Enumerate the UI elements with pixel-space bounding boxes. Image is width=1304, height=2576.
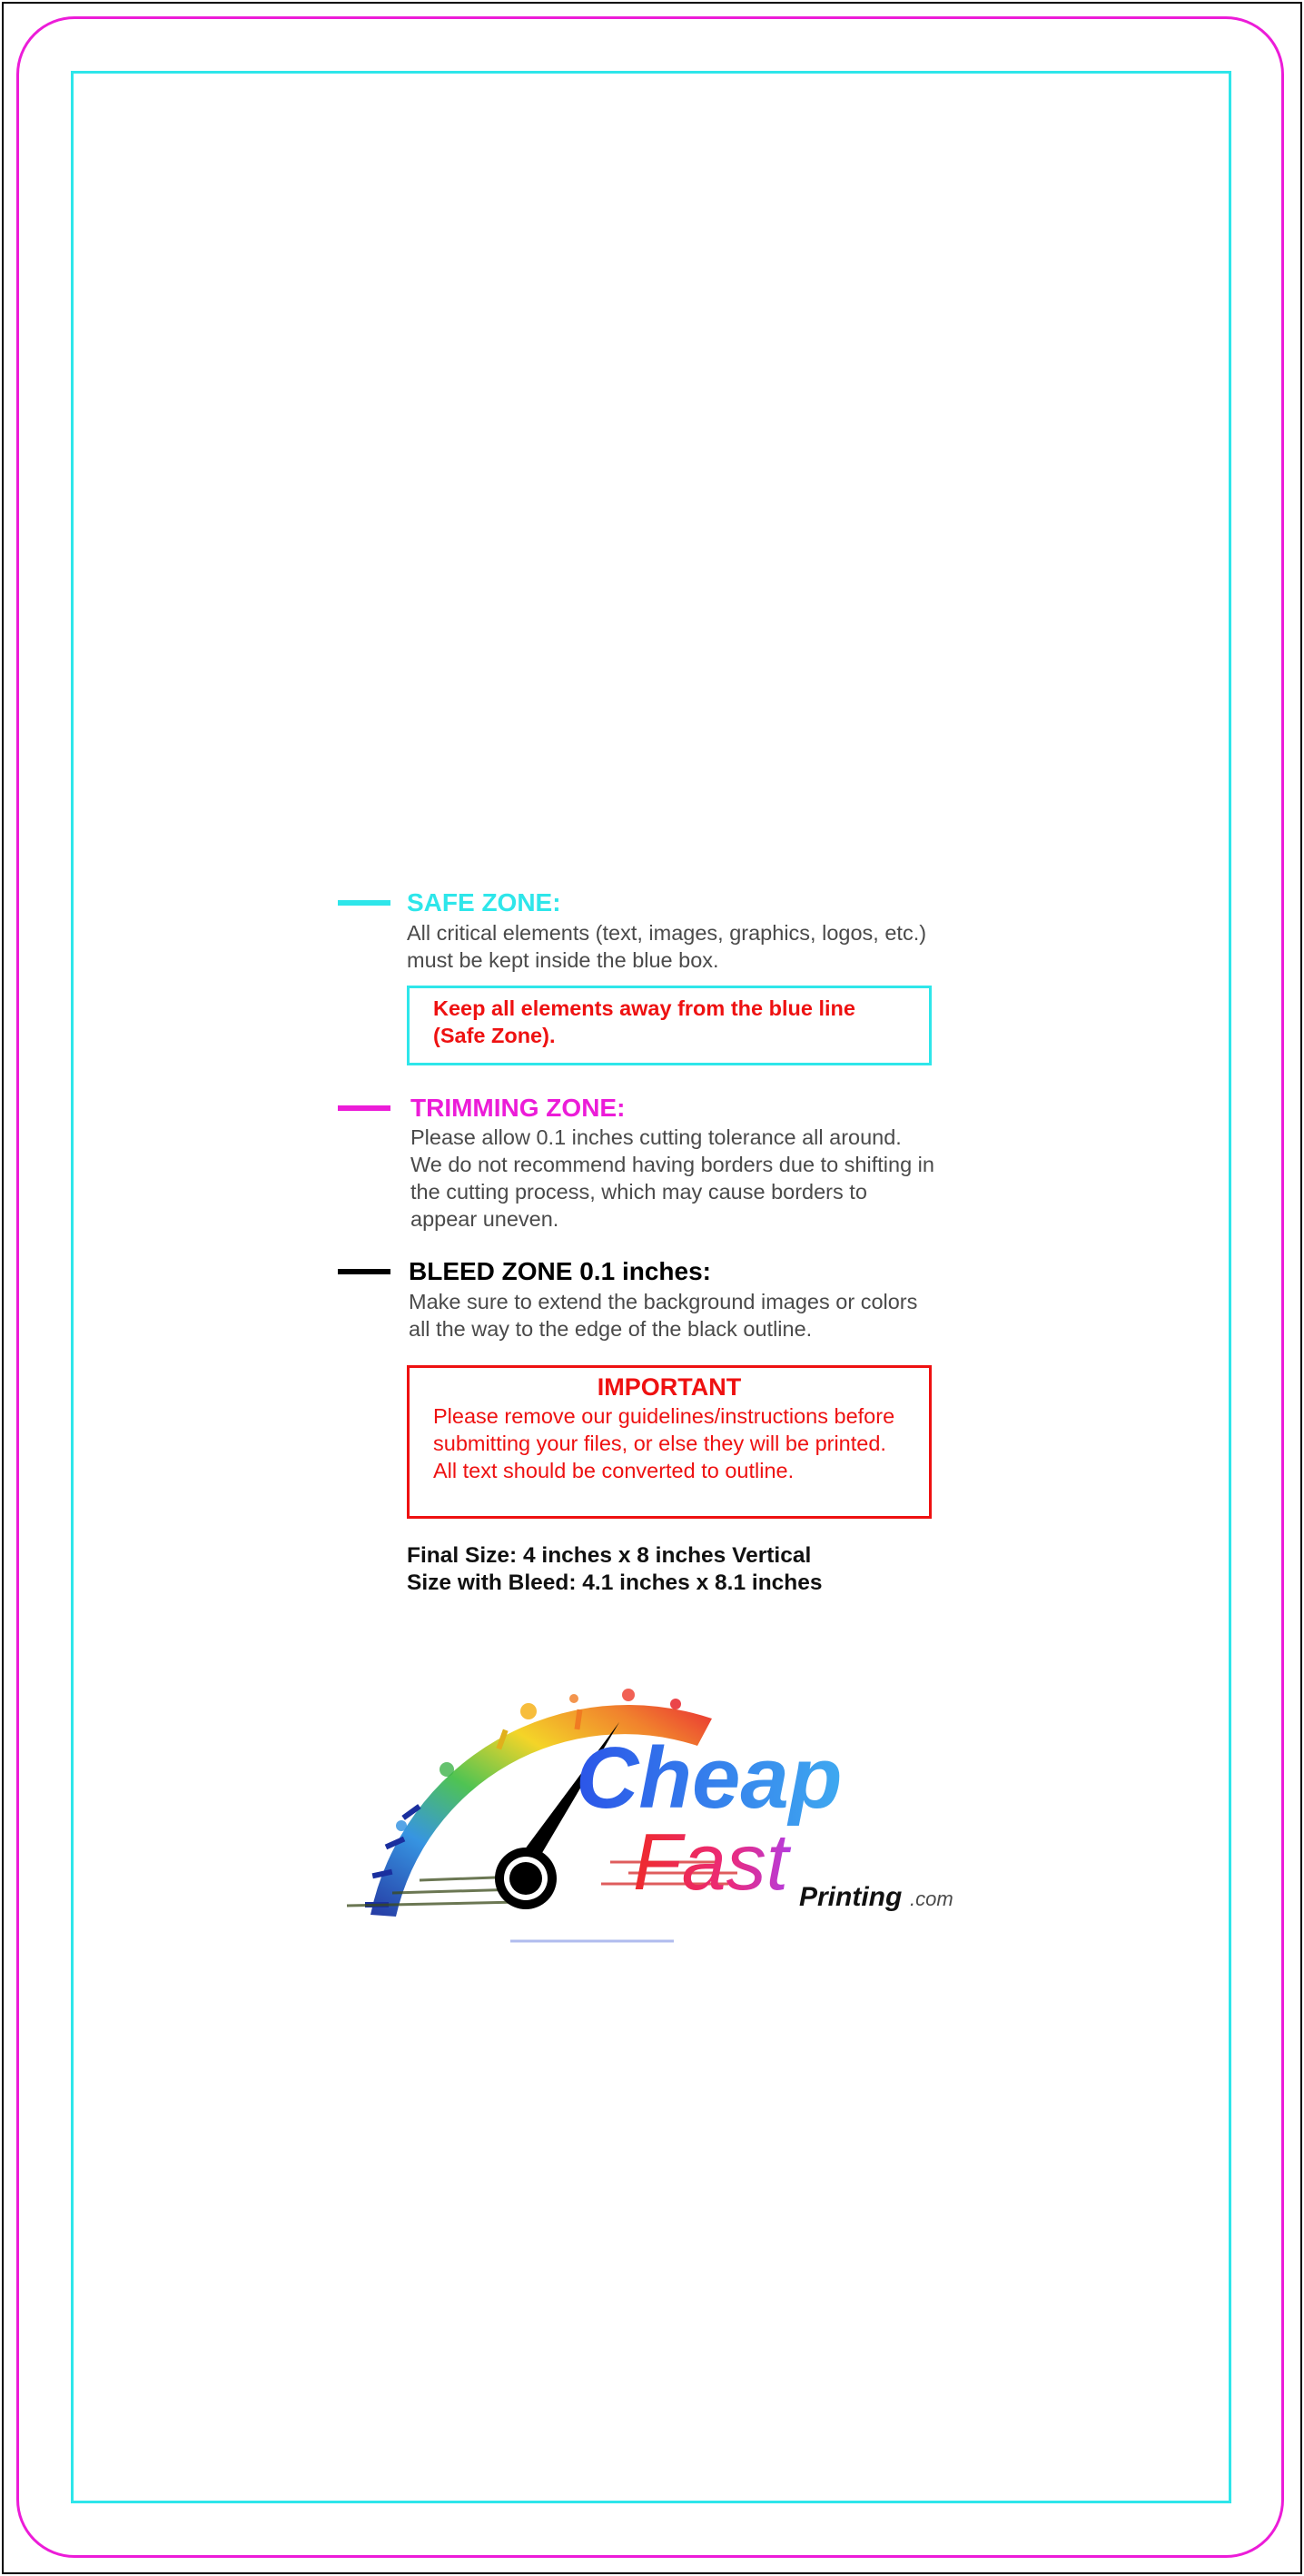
trim-zone-legend-line bbox=[338, 1105, 390, 1111]
final-size-text: Final Size: 4 inches x 8 inches Vertical bbox=[407, 1543, 812, 1568]
bleed-size-text: Size with Bleed: 4.1 inches x 8.1 inches bbox=[407, 1570, 823, 1595]
important-notice-box bbox=[407, 1365, 932, 1519]
bleed-zone-line: Make sure to extend the background images or colors bbox=[409, 1290, 918, 1313]
important-line: All text should be converted to outline. bbox=[433, 1459, 795, 1482]
logo-word-com: .com bbox=[910, 1887, 953, 1910]
trim-zone-line: appear uneven. bbox=[410, 1207, 559, 1231]
logo-word-cheap: Cheap bbox=[576, 1729, 843, 1827]
final-size-info bbox=[407, 1542, 823, 1597]
trim-zone-title: TRIMMING ZONE: bbox=[410, 1094, 626, 1122]
safe-zone-title: SAFE ZONE: bbox=[407, 888, 561, 916]
safe-zone-description bbox=[407, 919, 926, 974]
safe-zone-outline bbox=[71, 71, 1231, 2503]
speedometer-logo-graphic bbox=[338, 1671, 973, 1944]
logo-word-printing: Printing bbox=[799, 1882, 903, 1912]
important-line: Please remove our guidelines/instructions before bbox=[433, 1404, 895, 1428]
trim-zone-description bbox=[410, 1124, 934, 1233]
safe-zone-notice-box bbox=[407, 986, 932, 1065]
bleed-zone-legend-line bbox=[338, 1269, 390, 1274]
trim-zone-line: Please allow 0.1 inches cutting tolerance all around. bbox=[410, 1125, 902, 1149]
important-line: submitting your files, or else they will be printed. bbox=[433, 1432, 886, 1455]
cheapfastprinting-logo bbox=[338, 1671, 973, 1944]
bleed-zone-title: BLEED ZONE 0.1 inches: bbox=[409, 1257, 711, 1285]
safe-zone-line: All critical elements (text, images, graphics, logos, etc.) bbox=[407, 921, 927, 945]
safe-zone-legend-line bbox=[338, 900, 390, 906]
bleed-zone-line: all the way to the edge of the black outline. bbox=[409, 1317, 813, 1341]
bleed-zone-description bbox=[409, 1288, 917, 1342]
safe-zone-line: must be kept inside the blue box. bbox=[407, 948, 719, 972]
trim-zone-line: the cutting process, which may cause borders to bbox=[410, 1180, 867, 1204]
important-title: IMPORTANT bbox=[597, 1373, 742, 1401]
safe-zone-notice-line: (Safe Zone). bbox=[433, 1024, 556, 1047]
trim-zone-line: We do not recommend having borders due to shifting in bbox=[410, 1153, 934, 1176]
logo-word-fast: Fast bbox=[633, 1817, 789, 1907]
safe-zone-notice-line: Keep all elements away from the blue line bbox=[433, 996, 855, 1020]
